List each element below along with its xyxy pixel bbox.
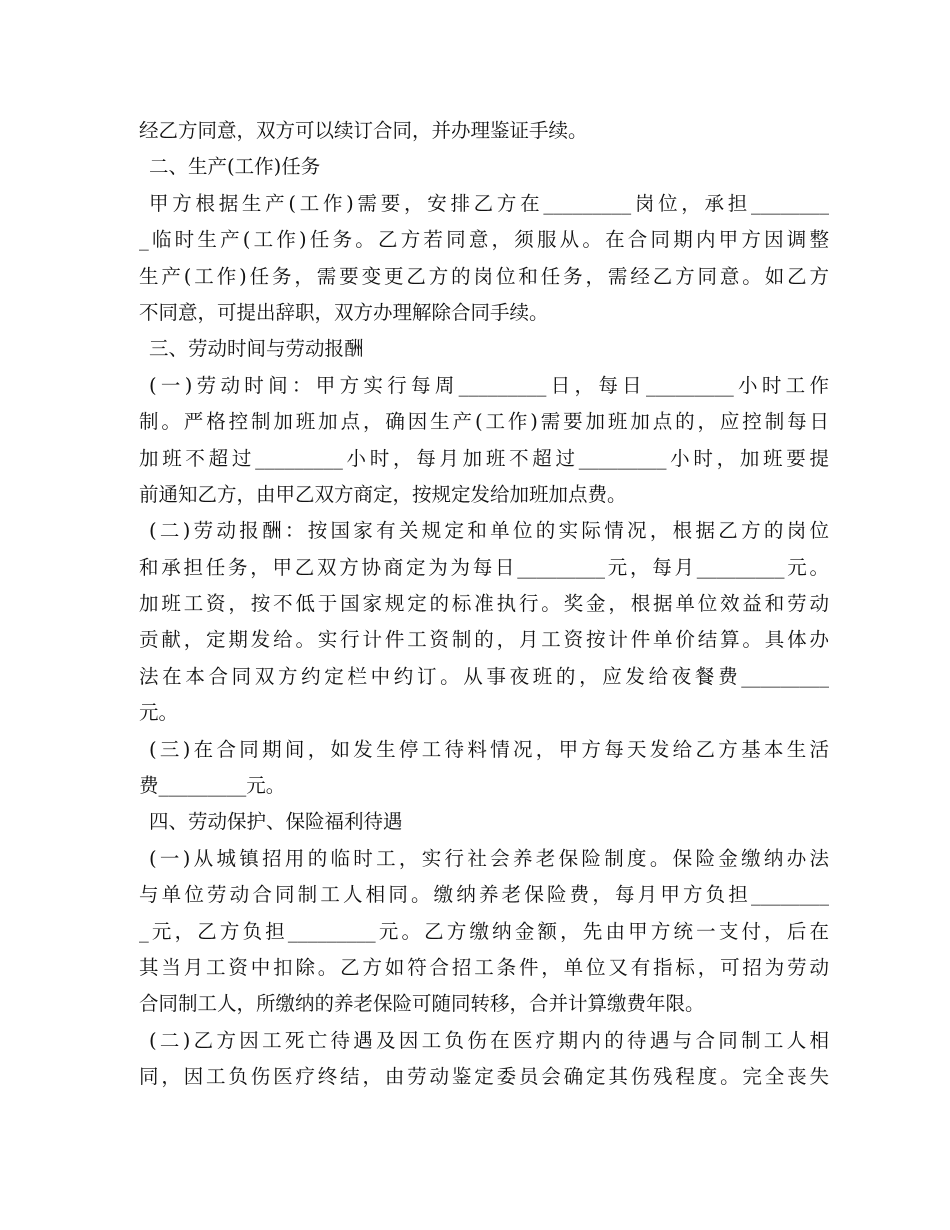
document-line: 经乙方同意，双方可以续订合同，并办理鉴证手续。: [139, 119, 588, 142]
document-line: 加班工资，按不低于国家规定的标准执行。奖金，根据单位效益和劳动: [139, 592, 829, 616]
document-line: 和承担任务，甲乙双方协商定为为每日_________元，每月_________元。: [139, 555, 829, 579]
document-line: _临时生产(工作)任务。乙方若同意，须服从。在合同期内甲方因调整: [139, 228, 829, 252]
document-line: (二)劳动报酬：按国家有关规定和单位的实际情况，根据乙方的岗位: [149, 519, 829, 543]
document-line: 不同意，可提出辞职，双方办理解除合同手续。: [139, 300, 549, 324]
document-line: (一)劳动时间：甲方实行每周_________日，每日_________小时工作: [149, 373, 829, 397]
document-line: 四、劳动保护、保险福利待遇: [149, 810, 403, 834]
document-line: 贡献，定期发给。实行计件工资制的，月工资按计件单价结算。具体办: [139, 628, 829, 652]
document-line: 与单位劳动合同制工人相同。缴纳养老保险费，每月甲方负担________: [139, 883, 829, 907]
document-line: (二)乙方因工死亡待遇及因工负伤在医疗期内的待遇与合同制工人相: [149, 1028, 829, 1052]
document-line: _元，乙方负担_________元。乙方缴纳金额，先由甲方统一支付，后在: [139, 919, 829, 943]
document-line: 费_________元。: [139, 774, 286, 798]
document-line: 二、生产(工作)任务: [149, 155, 321, 179]
document-body: [139, 113, 829, 1096]
document-line: 甲方根据生产(工作)需要，安排乙方在_________岗位，承担________: [149, 191, 829, 215]
document-line: 生产(工作)任务，需要变更乙方的岗位和任务，需经乙方同意。如乙方: [139, 264, 829, 288]
document-line: 法在本合同双方约定栏中约订。从事夜班的，应发给夜餐费_________: [139, 664, 829, 688]
document-line: (一)从城镇招用的临时工，实行社会养老保险制度。保险金缴纳办法: [149, 846, 829, 870]
document-line: 元。: [139, 701, 179, 725]
document-line: 同，因工负伤医疗终结，由劳动鉴定委员会确定其伤残程度。完全丧失: [139, 1065, 829, 1089]
document-line: 加班不超过_________小时，每月加班不超过_________小时，加班要提: [139, 446, 829, 470]
document-line: (三)在合同期间，如发生停工待料情况，甲方每天发给乙方基本生活: [149, 737, 829, 761]
document-line: 三、劳动时间与劳动报酬: [149, 337, 364, 361]
document-line: 其当月工资中扣除。乙方如符合招工条件，单位又有指标，可招为劳动: [139, 955, 829, 979]
document-line: 制。严格控制加班加点，确因生产(工作)需要加班加点的，应控制每日: [139, 410, 829, 434]
document-line: 前通知乙方，由甲乙双方商定，按规定发给加班加点费。: [139, 482, 627, 506]
document-line: 合同制工人，所缴纳的养老保险可随同转移，合并计算缴费年限。: [139, 992, 705, 1016]
